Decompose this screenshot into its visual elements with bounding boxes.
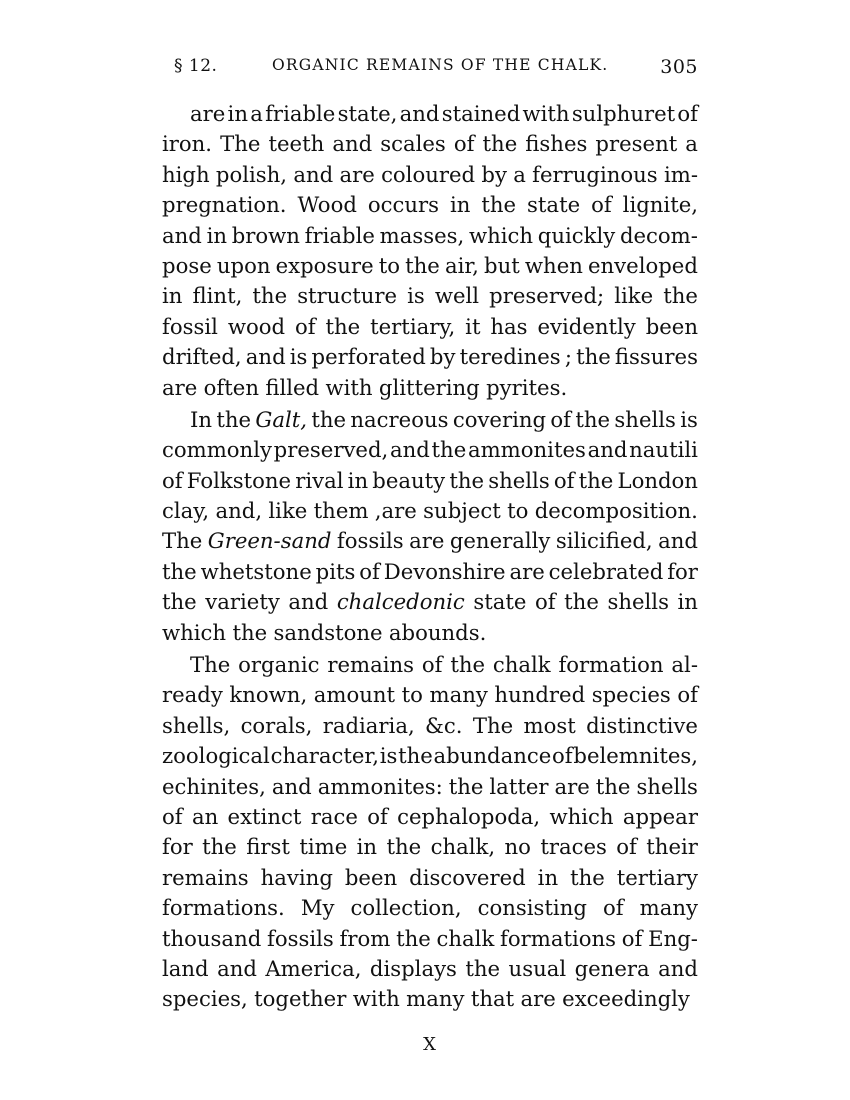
text-line: ready known, amount to many hundred species of bbox=[162, 682, 698, 708]
text-line: fossil wood of the tertiary, it has evidently been bbox=[162, 313, 698, 339]
text-line: formations. My collection, consisting of many bbox=[162, 895, 698, 921]
text-line: commonly preserved, and the ammonites and nautili bbox=[162, 437, 698, 463]
text-line: The organic remains of the chalk formation al- bbox=[190, 652, 698, 678]
text-line: In the Galt, the nacreous covering of the shells is bbox=[190, 406, 698, 432]
text-line: shells, corals, radiaria, &c. The most distinctive bbox=[162, 712, 698, 738]
running-title: ORGANIC REMAINS OF THE CHALK. bbox=[272, 56, 609, 74]
text-line: high polish, and are coloured by a ferruginous im- bbox=[162, 161, 698, 187]
text-line: zoological character, is the abundance of belemnites, bbox=[162, 743, 698, 769]
text-line: drifted, and is perforated by teredines ; the fissures bbox=[162, 344, 698, 370]
text-line: in flint, the structure is well preserved; like the bbox=[162, 283, 698, 309]
text-line: and in brown friable masses, which quickly decom- bbox=[162, 222, 698, 248]
text-line: which the sandstone abounds. bbox=[162, 619, 487, 645]
text-line: iron. The teeth and scales of the fishes present a bbox=[162, 131, 698, 157]
text-line: echinites, and ammonites: the latter are the shells bbox=[162, 773, 698, 799]
text-line: for the first time in the chalk, no traces of their bbox=[162, 834, 698, 860]
signature-mark: X bbox=[423, 1034, 437, 1055]
text-line: species, together with many that are exceedingly bbox=[162, 986, 690, 1012]
text-line: thousand fossils from the chalk formations of Eng- bbox=[162, 925, 698, 951]
text-line: The Green-sand fossils are generally silicified, and bbox=[162, 528, 698, 554]
text-line: of an extinct race of cephalopoda, which appear bbox=[162, 803, 698, 829]
text-line: pose upon exposure to the air, but when enveloped bbox=[162, 252, 698, 278]
text-line: land and America, displays the usual genera and bbox=[162, 955, 698, 981]
body-text bbox=[162, 99, 698, 1015]
text-line: pregnation. Wood occurs in the state of lignite, bbox=[162, 192, 698, 218]
text-line: remains having been discovered in the tertiary bbox=[162, 864, 698, 890]
text-line: are often filled with glittering pyrites. bbox=[162, 374, 568, 400]
book-page bbox=[162, 56, 698, 1056]
paragraph bbox=[162, 650, 698, 1015]
text-line: the variety and chalcedonic state of the shells in bbox=[162, 589, 698, 615]
text-line: of Folkstone rival in beauty the shells of the London bbox=[162, 467, 698, 493]
text-line: clay, and, like them ,are subject to decomposition. bbox=[162, 498, 698, 524]
page-number: 305 bbox=[660, 56, 698, 78]
section-number: § 12. bbox=[174, 56, 218, 76]
paragraph bbox=[162, 99, 698, 403]
running-head bbox=[162, 56, 698, 90]
text-line: the whetstone pits of Devonshire are celebrated for bbox=[162, 558, 698, 584]
text-line: are in a friable state, and stained with sulphuret of bbox=[190, 101, 698, 126]
paragraph bbox=[162, 405, 698, 648]
